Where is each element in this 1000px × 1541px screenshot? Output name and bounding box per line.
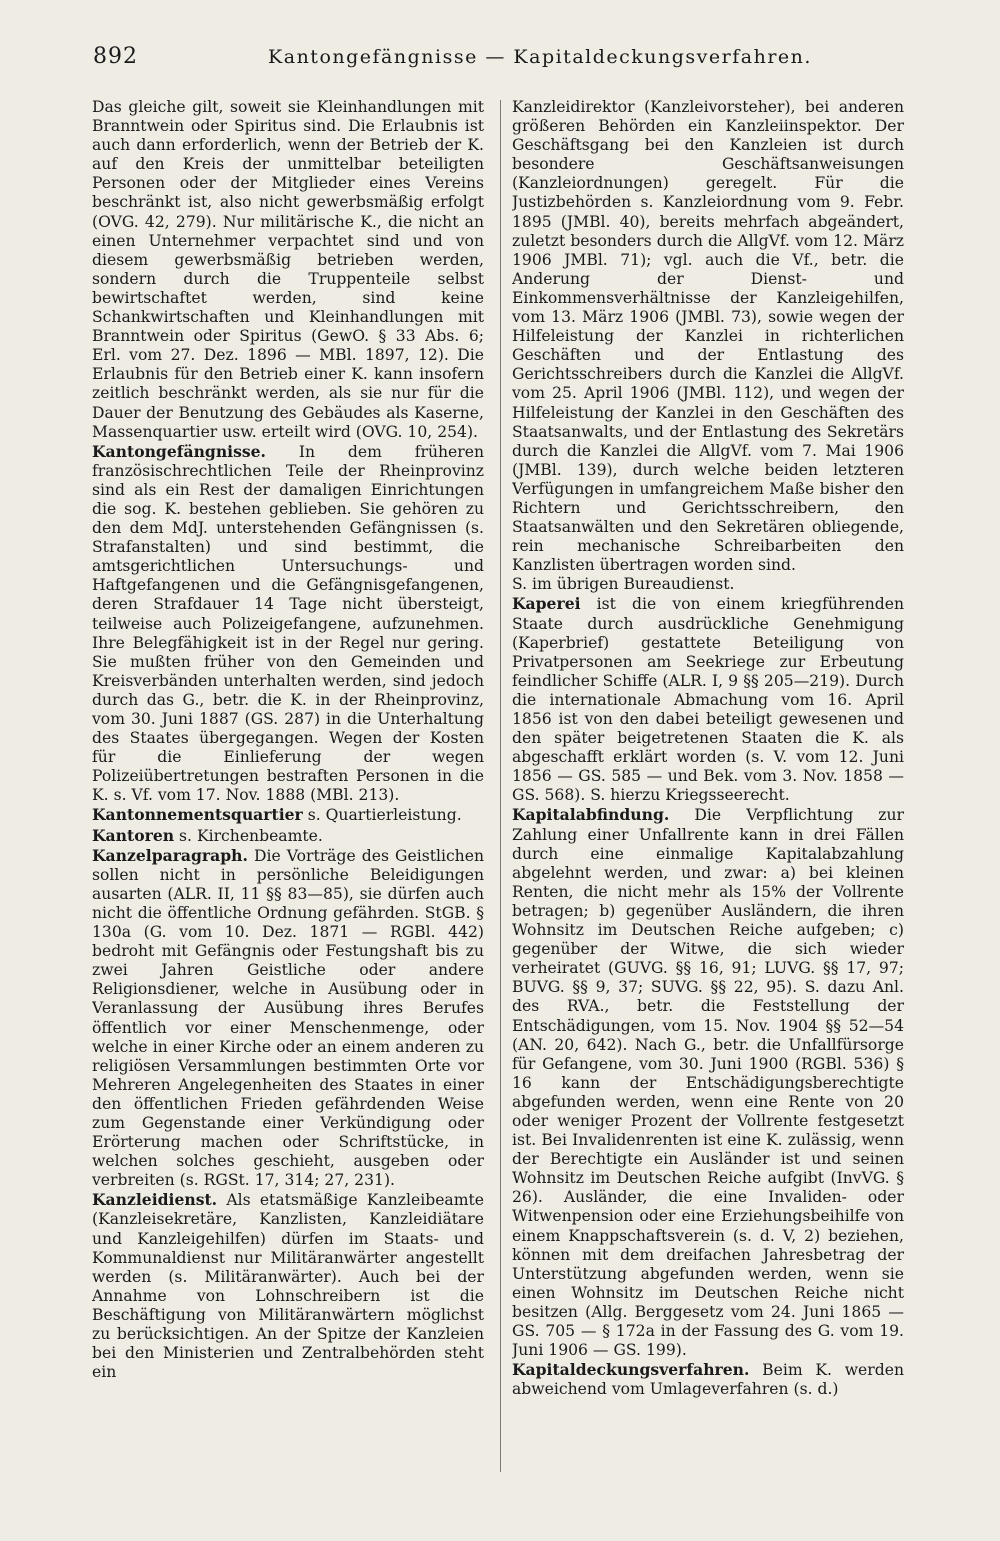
entry-kapitaldeckungsverfahren xyxy=(512,1360,904,1399)
entry-kanzelparagraph xyxy=(92,846,484,1191)
paragraph: S. im übrigen Bureaudienst. xyxy=(512,575,735,594)
entry-kantoren xyxy=(92,826,484,846)
entry-headword: Kapitalabfindung. xyxy=(512,805,670,825)
paragraph: Das gleiche gilt, soweit sie Kleinhandlungen mit Branntwein oder Spiritus sind. Die Erlaubnis ist auch dann erforderlich, wenn der Betrieb der K. auf den Kreis der unmittelbar beteiligten Personen oder der Mitglieder eines Vereins beschränkt ist, also nicht gewerbsmäßig erfolgt (OVG. 42, 279). Nur militärische K., die nicht an einen Unternehmer verpachtet sind und von diesem gewerbsmäßig betrieben werden, sondern durch die Truppenteile selbst bewirtschaftet werden, sind keine Schankwirtschaften und Kleinhandlungen mit Branntwein oder Spiritus (GewO. § 33 Abs. 6; Erl. vom 27. Dez. 1896 — MBl. 1897, 12). Die Erlaubnis für den Betrieb einer K. kann insofern zeitlich beschränkt werden, als sie nur für die Dauer der Benutzung des Gebäudes als Kaserne, Massenquartier usw. erteilt wird (OVG. 10, 254). xyxy=(92,98,484,441)
entry-headword: Kanzleidienst. xyxy=(92,1190,218,1210)
entry-text: Beim K. werden abweichend vom Umlageverfahren (s. d.) xyxy=(512,1361,904,1399)
column-divider xyxy=(500,100,501,1472)
entry-text: ist die von einem kriegführenden Staate durch ausdrückliche Genehmigung (Kaperbrief) gestattete Beteiligung von Privatpersonen am Seekriege zur Erbeutung feindlicher Schiffe (ALR. I, 9 §§ 205—219). Durch die internationale Abmachung vom 16. April 1856 ist von den dabei beteiligt gewesenen und den später beigetretenen Staaten die K. als abgeschafft erklärt worden (s. V. vom 12. Juni 1856 — GS. 585 — und Bek. vom 3. Nov. 1858 — GS. 568). S. hierzu Kriegsseerecht. xyxy=(512,595,904,805)
paragraph: Kanzleidirektor (Kanzleivorsteher), bei anderen größeren Behörden ein Kanzleiinspektor. Der Geschäftsgang bei den Kanzleien ist durch besondere Geschäftsanweisungen (Kanzleiordnungen) geregelt. Für die Justizbehörden s. Kanzleiordnung vom 9. Febr. 1895 (JMBl. 40), bereits mehrfach abgeändert, zuletzt besonders durch die AllgVf. vom 12. März 1906 JMBl. 71); vgl. auch die Vf., betr. die Anderung der Dienst- und Einkommensverhältnisse der Kanzleigehilfen, vom 13. März 1906 (JMBl. 73), sowie wegen der Hilfeleistung der Kanzlei in richterlichen Geschäften und der Entlastung des Gerichtsschreibers durch die Kanzlei die AllgVf. vom 25. April 1906 (JMBl. 112), und wegen der Hilfeleistung der Kanzlei in den Geschäften des Staatsanwalts, und der Entlastung des Sekretärs durch die Kanzlei die AllgVf. vom 7. Mai 1906 (JMBl. 139), durch welche beiden letzteren Verfügungen in umfangreichem Maße bisher den Richtern und Gerichtsschreibern, den Staatsanwälten und den Sekretären obliegende, rein mechanische Schreibarbeiten den Kanzlisten übertragen worden sind. xyxy=(512,98,904,575)
entry-text: s. Kirchenbeamte. xyxy=(174,826,323,845)
entry-kantongefaengnisse xyxy=(92,442,484,806)
entry-text: Die Verpflichtung zur Zahlung einer Unfallrente kann in drei Fällen durch eine einmalige Kapitalabzahlung abgelehnt werden, und zwar: a) bei kleinen Renten, die nicht mehr als 15% der Vollrente betragen; b) gegenüber Ausländern, die ihren Wohnsitz im Deutschen Reiche aufgeben; c) gegenüber der Witwe, die sich wieder verheiratet (GUVG. §§ 16, 91; LUVG. §§ 17, 97; BUVG. §§ 9, 37; SUVG. §§ 22, 95). S. dazu Anl. des RVA., betr. die Feststellung der Entschädigungen, vom 15. Nov. 1904 §§ 52—54 (AN. 20, 642). Nach G., betr. die Unfallfürsorge für Gefangene, vom 30. Juni 1900 (RGBl. 536) § 16 kann der Entschädigungsberechtigte abgefunden werden, wenn eine Rente von 20 oder weniger Prozent der Vollrente festgesetzt ist. Bei Invalidenrenten ist eine K. zulässig, wenn der Berechtigte ein Ausländer ist und seinen Wohnsitz im Deutschen Reiche aufgibt (InvVG. § 26). Ausländer, die eine Invaliden- oder Witwenpension oder eine Erziehungsbeihilfe von einem Knappschaftsverein (s. d. V, 2) beziehen, können mit dem dreifachen Jahresbetrag der Unterstützung abgefunden werden, wenn sie einen Wohnsitz im Deutschen Reiche nicht besitzen (Allg. Berggesetz vom 24. Juni 1865 — GS. 705 — § 172a in der Fassung des G. vom 19. Juni 1906 — GS. 199). xyxy=(512,806,904,1360)
entry-kaperei xyxy=(512,594,904,805)
entry-text: In dem früheren französischrechtlichen Teile der Rheinprovinz sind als ein Rest der damaligen Einrichtungen die sog. K. bestehen geblieben. Sie gehören zu den dem MdJ. unterstehenden Gefängnissen (s. Strafanstalten) und sind bestimmt, die amtsgerichtlichen Untersuchungs- und Haftgefangenen und die Gefängnisgefangenen, deren Strafdauer 14 Tage nicht übersteigt, teilweise auch Polizeigefangene, aufzunehmen. Ihre Belegfähigkeit ist in der Regel nur gering. Sie mußten früher von den Gemeinden und Kreisverbänden unterhalten werden, sind jedoch durch das G., betr. die K. in der Rheinprovinz, vom 30. Juni 1887 (GS. 287) in die Unterhaltung des Staates übergegangen. Wegen der Kosten für die Einlieferung der wegen Polizeiübertretungen bestraften Personen in die K. s. Vf. vom 17. Nov. 1888 (MBl. 213). xyxy=(92,442,484,805)
entry-headword: Kantoren xyxy=(92,825,175,845)
entry-headword: Kaperei xyxy=(512,594,581,614)
running-head: Kantongefängnisse — Kapitaldeckungsverfahren. xyxy=(268,46,812,68)
entry-text: Als etatsmäßige Kanzleibeamte (Kanzleisekretäre, Kanzlisten, Kanzleidiätare und Kanzleigehilfen) dürfen im Staats- und Kommunaldienst nur Militäranwärter angestellt werden (s. Militäranwärter). Auch bei der Annahme von Lohnschreibern ist die Beschäftigung von Militäranwärtern möglichst zu berücksichtigen. An der Spitze der Kanzleien bei den Ministerien und Zentralbehörden steht ein xyxy=(92,1191,484,1382)
page-number: 892 xyxy=(93,44,138,69)
right-column xyxy=(512,98,904,1478)
left-column xyxy=(92,98,484,1478)
entry-text: s. Quartierleistung. xyxy=(302,806,462,825)
entry-kanzleidienst xyxy=(92,1190,484,1382)
entry-headword: Kanzelparagraph. xyxy=(92,845,248,865)
entry-kapitalabfindung xyxy=(512,805,904,1360)
entry-text: Die Vorträge des Geistlichen sollen nicht in persönliche Beleidigungen ausarten (ALR. II, 11 §§ 83—85), sie dürfen auch nicht die öffentliche Ordnung gefährden. StGB. § 130a (G. vom 10. Dez. 1871 — RGBl. 442) bedroht mit Gefängnis oder Festungshaft bis zu zwei Jahren Geistliche oder andere Religionsdiener, welche in Ausübung oder in Veranlassung der Ausübung ihres Berufes öffentlich vor einer Menschenmenge, oder welche in einer Kirche oder an einem anderen zu religiösen Versammlungen bestimmten Orte vor Mehreren Angelegenheiten des Staates in einer den öffentlichen Frieden gefährdenden Weise zum Gegenstande einer Verkündigung oder Erörterung machen oder Schriftstücke, in welchen solches geschieht, ausgeben oder verbreiten (s. RGSt. 17, 314; 27, 231). xyxy=(92,846,484,1190)
entry-kantonnementsquartier xyxy=(92,805,484,825)
entry-headword: Kantonnementsquartier xyxy=(92,805,303,825)
entry-headword: Kapitaldeckungsverfahren. xyxy=(512,1360,750,1380)
entry-headword: Kantongefängnisse. xyxy=(92,441,266,461)
